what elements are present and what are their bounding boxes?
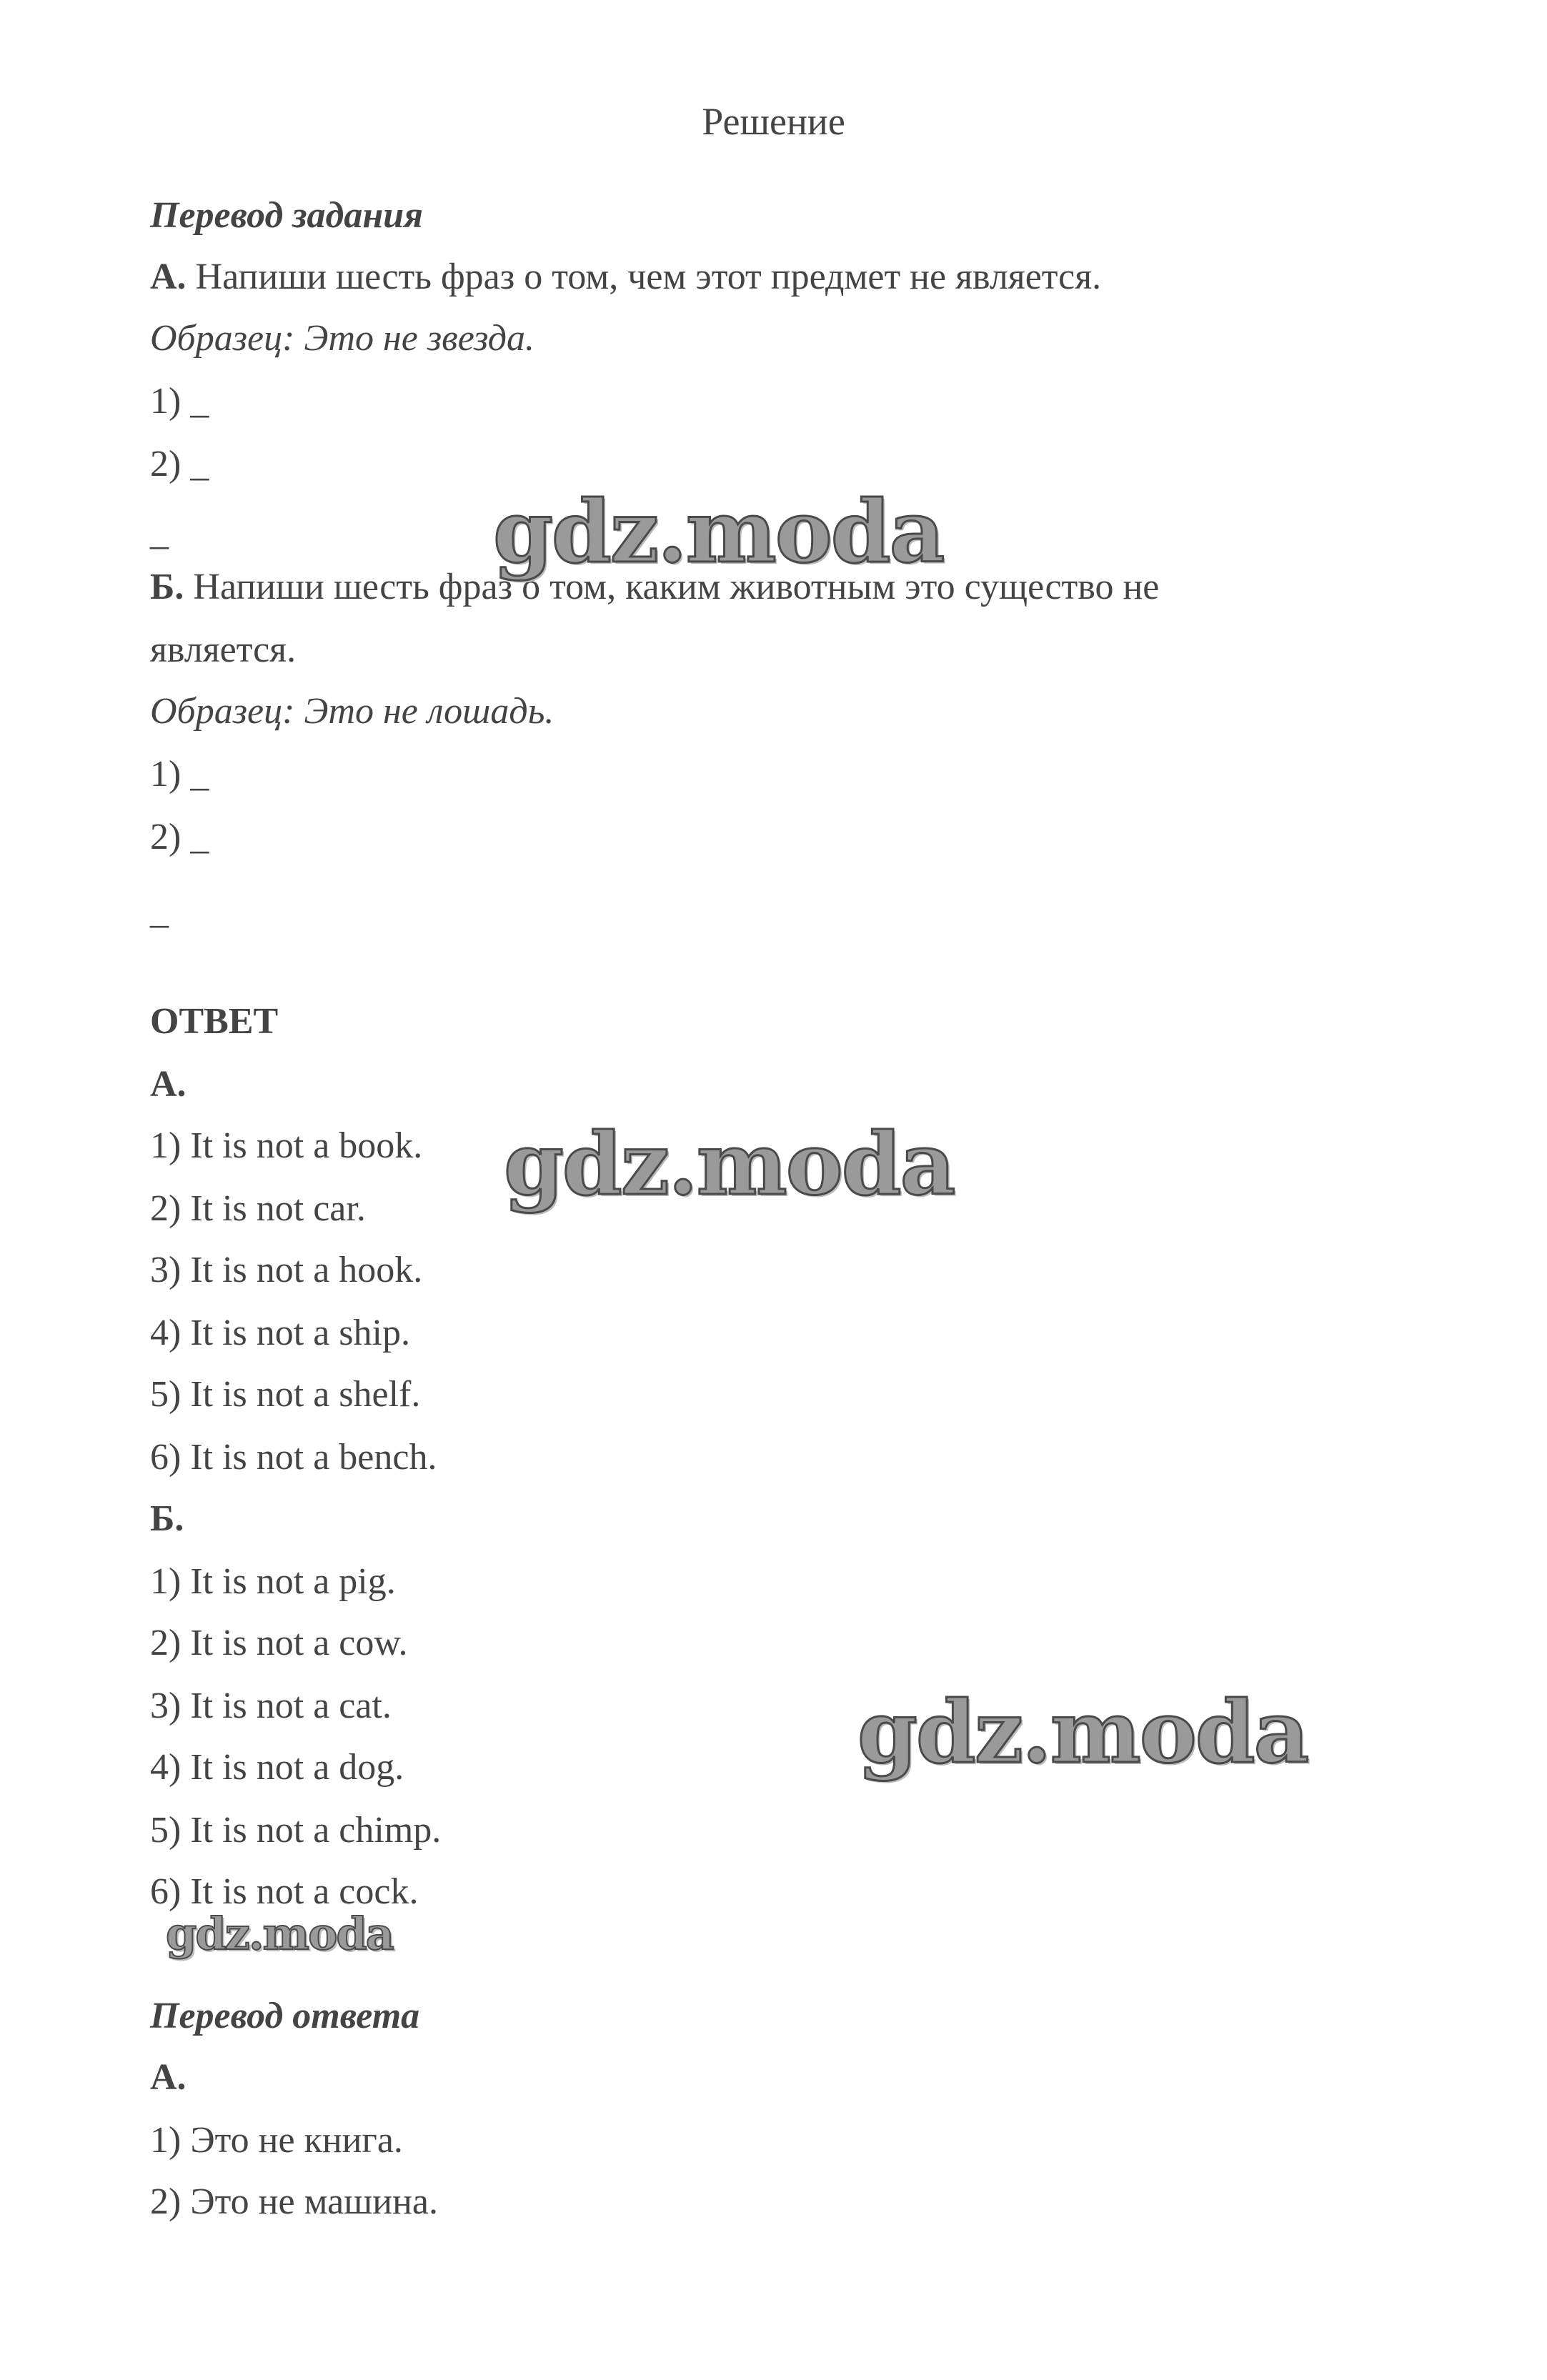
task-a-example: Образец: Это не звезда. [150, 318, 535, 359]
watermark-logo: gdz.moda [493, 482, 944, 582]
answer-heading: ОТВЕТ [150, 1001, 279, 1042]
answer-a-item-3: 3) It is not a hook. [150, 1250, 423, 1290]
watermark-logo: gdz.moda [857, 1682, 1308, 1783]
answer-b-item-2: 2) It is not a cow. [150, 1623, 408, 1663]
answer-translation-a-item-2: 2) Это не машина. [150, 2181, 438, 2222]
answer-translation-a-label: А. [150, 2057, 186, 2098]
task-b-item-2: 2) _ [150, 817, 209, 857]
task-a-label: А. [150, 257, 186, 297]
task-b-instruction-cont: является. [150, 629, 297, 670]
answer-a-item-6: 6) It is not a bench. [150, 1437, 437, 1478]
task-b-item-3: _ [150, 891, 169, 932]
watermark-logo: gdz.moda [166, 1908, 393, 1960]
answer-b-item-4: 4) It is not a dog. [150, 1747, 404, 1788]
task-b-label: Б. [150, 567, 184, 607]
answer-b-item-1: 1) It is not a pig. [150, 1561, 396, 1602]
task-b-item-1: 1) _ [150, 754, 209, 795]
answer-b-item-5: 5) It is not a chimp. [150, 1810, 442, 1851]
answer-b-item-3: 3) It is not a cat. [150, 1686, 392, 1726]
answer-a-item-5: 5) It is not a shelf. [150, 1374, 421, 1415]
page-title: Решение [702, 100, 845, 143]
answer-a-item-1: 1) It is not a book. [150, 1125, 423, 1166]
task-a-item-2: 2) _ [150, 444, 209, 484]
answer-b-label: Б. [150, 1498, 184, 1539]
watermark-logo: gdz.moda [504, 1114, 955, 1215]
task-a-item-1: 1) _ [150, 381, 209, 422]
task-b-example: Образец: Это не лошадь. [150, 691, 554, 732]
answer-translation-heading: Перевод ответа [150, 1996, 420, 2036]
task-a-item-3: _ [150, 512, 169, 553]
task-b-text: Напиши шесть фраз о том, каким животным это существо не [184, 567, 1160, 607]
task-translation-heading: Перевод задания [150, 195, 423, 236]
answer-a-item-2: 2) It is not car. [150, 1188, 366, 1229]
answer-a-label: А. [150, 1064, 186, 1105]
task-a-text: Напиши шесть фраз о том, чем этот предмет не является. [186, 257, 1102, 297]
answer-a-item-4: 4) It is not a ship. [150, 1313, 410, 1353]
answer-b-item-6: 6) It is not a cock. [150, 1871, 419, 1912]
task-a-instruction [150, 256, 1101, 299]
answer-translation-a-item-1: 1) Это не книга. [150, 2120, 403, 2161]
